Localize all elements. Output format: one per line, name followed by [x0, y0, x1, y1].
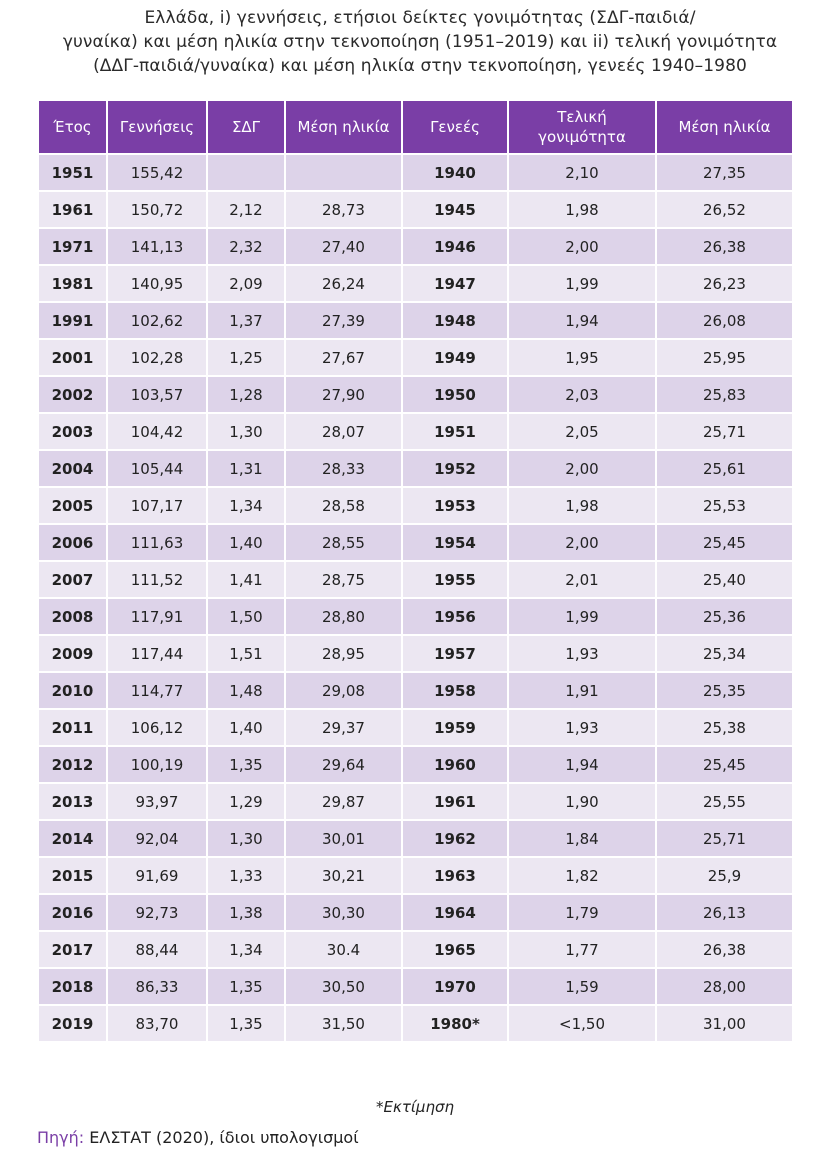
table-row	[39, 710, 792, 745]
table-row	[39, 155, 792, 190]
births-cell: 91,69	[108, 858, 206, 893]
cohort-cell: 1951	[403, 414, 507, 449]
cohort-cell: 1958	[403, 673, 507, 708]
year-cell: 2017	[39, 932, 106, 967]
mean-age-cell: 28,80	[286, 599, 401, 634]
cohort-cell: 1954	[403, 525, 507, 560]
cohort-cell: 1957	[403, 636, 507, 671]
completed-fertility-cell: 1,79	[509, 895, 655, 930]
cohort-mean-age-cell: 25,71	[657, 414, 792, 449]
table-row	[39, 525, 792, 560]
year-cell: 1991	[39, 303, 106, 338]
cohort-cell: 1950	[403, 377, 507, 412]
mean-age-cell: 30,30	[286, 895, 401, 930]
year-cell: 2014	[39, 821, 106, 856]
cohort-cell: 1949	[403, 340, 507, 375]
mean-age-cell: 28,58	[286, 488, 401, 523]
table-row	[39, 969, 792, 1004]
births-cell: 92,04	[108, 821, 206, 856]
completed-fertility-cell: 1,99	[509, 599, 655, 634]
completed-fertility-cell: 2,10	[509, 155, 655, 190]
table-title	[30, 6, 810, 78]
cohort-mean-age-cell: 28,00	[657, 969, 792, 1004]
completed-fertility-cell: 1,91	[509, 673, 655, 708]
completed-fertility-cell: 1,90	[509, 784, 655, 819]
tfr-cell: 1,29	[208, 784, 284, 819]
cohort-mean-age-cell: 25,83	[657, 377, 792, 412]
title-line-1: Ελλάδα, i) γεννήσεις, ετήσιοι δείκτες γονιμότητας (ΣΔΓ-παιδιά/	[144, 8, 696, 28]
mean-age-cell: 28,75	[286, 562, 401, 597]
completed-fertility-cell: 1,98	[509, 192, 655, 227]
completed-fertility-cell: 1,98	[509, 488, 655, 523]
cohort-cell: 1962	[403, 821, 507, 856]
mean-age-cell: 27,67	[286, 340, 401, 375]
source-line	[37, 1128, 359, 1147]
table-row	[39, 192, 792, 227]
cohort-mean-age-cell: 26,08	[657, 303, 792, 338]
mean-age-cell: 27,39	[286, 303, 401, 338]
tfr-cell: 1,40	[208, 710, 284, 745]
header-year: Έτος	[39, 101, 106, 153]
year-cell: 2005	[39, 488, 106, 523]
year-cell: 1961	[39, 192, 106, 227]
year-cell: 2004	[39, 451, 106, 486]
header-cohort-mean-age: Μέση ηλικία	[657, 101, 792, 153]
births-cell: 141,13	[108, 229, 206, 264]
header-cohorts: Γενεές	[403, 101, 507, 153]
mean-age-cell: 30,21	[286, 858, 401, 893]
cohort-mean-age-cell: 25,9	[657, 858, 792, 893]
births-cell: 102,62	[108, 303, 206, 338]
cohort-cell: 1980*	[403, 1006, 507, 1041]
tfr-cell: 1,31	[208, 451, 284, 486]
header-row	[39, 101, 792, 153]
title-line-2: γυναίκα) και μέση ηλικία στην τεκνοποίηση (1951–2019) και ii) τελική γονιμότητα	[62, 32, 778, 52]
cohort-cell: 1964	[403, 895, 507, 930]
table-row	[39, 895, 792, 930]
completed-fertility-cell: 1,82	[509, 858, 655, 893]
mean-age-cell: 28,95	[286, 636, 401, 671]
births-cell: 88,44	[108, 932, 206, 967]
births-cell: 93,97	[108, 784, 206, 819]
table-row	[39, 1006, 792, 1041]
tfr-cell: 1,37	[208, 303, 284, 338]
births-cell: 111,63	[108, 525, 206, 560]
completed-fertility-cell: 2,01	[509, 562, 655, 597]
tfr-cell: 1,35	[208, 1006, 284, 1041]
tfr-cell: 1,51	[208, 636, 284, 671]
completed-fertility-cell: 1,59	[509, 969, 655, 1004]
births-cell: 102,28	[108, 340, 206, 375]
cohort-mean-age-cell: 25,71	[657, 821, 792, 856]
table-row	[39, 821, 792, 856]
cohort-mean-age-cell: 25,95	[657, 340, 792, 375]
cohort-cell: 1961	[403, 784, 507, 819]
tfr-cell: 1,30	[208, 414, 284, 449]
cohort-mean-age-cell: 26,38	[657, 229, 792, 264]
mean-age-cell: 29,08	[286, 673, 401, 708]
completed-fertility-cell: 2,03	[509, 377, 655, 412]
tfr-cell: 1,35	[208, 969, 284, 1004]
tfr-cell: 1,28	[208, 377, 284, 412]
year-cell: 2007	[39, 562, 106, 597]
cohort-cell: 1948	[403, 303, 507, 338]
cohort-cell: 1960	[403, 747, 507, 782]
mean-age-cell: 28,07	[286, 414, 401, 449]
completed-fertility-cell: 1,95	[509, 340, 655, 375]
tfr-cell: 1,48	[208, 673, 284, 708]
births-cell: 140,95	[108, 266, 206, 301]
tfr-cell: 1,34	[208, 932, 284, 967]
mean-age-cell	[286, 155, 401, 190]
births-cell: 86,33	[108, 969, 206, 1004]
year-cell: 2012	[39, 747, 106, 782]
cohort-mean-age-cell: 25,45	[657, 747, 792, 782]
completed-fertility-cell: 1,77	[509, 932, 655, 967]
table-row	[39, 932, 792, 967]
births-cell: 107,17	[108, 488, 206, 523]
year-cell: 2008	[39, 599, 106, 634]
mean-age-cell: 27,90	[286, 377, 401, 412]
table-row	[39, 858, 792, 893]
table-row	[39, 229, 792, 264]
cohort-cell: 1953	[403, 488, 507, 523]
cohort-mean-age-cell: 25,55	[657, 784, 792, 819]
tfr-cell: 1,34	[208, 488, 284, 523]
cohort-cell: 1947	[403, 266, 507, 301]
births-cell: 103,57	[108, 377, 206, 412]
completed-fertility-cell: 2,00	[509, 229, 655, 264]
table-row	[39, 562, 792, 597]
tfr-cell: 1,33	[208, 858, 284, 893]
year-cell: 2016	[39, 895, 106, 930]
cohort-mean-age-cell: 27,35	[657, 155, 792, 190]
cohort-mean-age-cell: 26,38	[657, 932, 792, 967]
tfr-cell: 1,25	[208, 340, 284, 375]
tfr-cell: 1,40	[208, 525, 284, 560]
year-cell: 2018	[39, 969, 106, 1004]
births-cell: 155,42	[108, 155, 206, 190]
year-cell: 2010	[39, 673, 106, 708]
year-cell: 2015	[39, 858, 106, 893]
completed-fertility-cell: 1,84	[509, 821, 655, 856]
completed-fertility-cell: 2,05	[509, 414, 655, 449]
cohort-mean-age-cell: 26,13	[657, 895, 792, 930]
table-row	[39, 340, 792, 375]
header-completed-fertility: Τελική γονιμότητα	[509, 101, 655, 153]
mean-age-cell: 26,24	[286, 266, 401, 301]
mean-age-cell: 27,40	[286, 229, 401, 264]
cohort-cell: 1940	[403, 155, 507, 190]
source-text: ΕΛΣΤΑΤ (2020), ίδιοι υπολογισμοί	[84, 1128, 359, 1147]
year-cell: 2002	[39, 377, 106, 412]
year-cell: 2013	[39, 784, 106, 819]
births-cell: 117,91	[108, 599, 206, 634]
completed-fertility-cell: <1,50	[509, 1006, 655, 1041]
year-cell: 2001	[39, 340, 106, 375]
title-line-3: (ΔΔΓ-παιδιά/γυναίκα) και μέση ηλικία στην τεκνοποίηση, γενεές 1940–1980	[93, 56, 747, 76]
table-row	[39, 303, 792, 338]
header-mean-age: Μέση ηλικία	[286, 101, 401, 153]
mean-age-cell: 30,01	[286, 821, 401, 856]
completed-fertility-cell: 2,00	[509, 451, 655, 486]
tfr-cell: 2,09	[208, 266, 284, 301]
births-cell: 150,72	[108, 192, 206, 227]
table-row	[39, 636, 792, 671]
completed-fertility-cell: 1,94	[509, 303, 655, 338]
completed-fertility-cell: 1,94	[509, 747, 655, 782]
completed-fertility-cell: 2,00	[509, 525, 655, 560]
births-cell: 105,44	[108, 451, 206, 486]
tfr-cell	[208, 155, 284, 190]
cohort-cell: 1955	[403, 562, 507, 597]
table-row	[39, 266, 792, 301]
mean-age-cell: 29,64	[286, 747, 401, 782]
mean-age-cell: 30,50	[286, 969, 401, 1004]
cohort-mean-age-cell: 25,36	[657, 599, 792, 634]
completed-fertility-cell: 1,93	[509, 636, 655, 671]
tfr-cell: 2,32	[208, 229, 284, 264]
year-cell: 2006	[39, 525, 106, 560]
births-cell: 92,73	[108, 895, 206, 930]
header-tfr: ΣΔΓ	[208, 101, 284, 153]
cohort-mean-age-cell: 25,61	[657, 451, 792, 486]
births-cell: 114,77	[108, 673, 206, 708]
cohort-mean-age-cell: 25,40	[657, 562, 792, 597]
cohort-mean-age-cell: 25,45	[657, 525, 792, 560]
cohort-cell: 1959	[403, 710, 507, 745]
mean-age-cell: 29,37	[286, 710, 401, 745]
year-cell: 1981	[39, 266, 106, 301]
cohort-mean-age-cell: 25,38	[657, 710, 792, 745]
table-row	[39, 599, 792, 634]
cohort-cell: 1965	[403, 932, 507, 967]
table-row	[39, 747, 792, 782]
year-cell: 2009	[39, 636, 106, 671]
estimate-note: *Εκτίμηση	[376, 1098, 454, 1116]
year-cell: 1971	[39, 229, 106, 264]
births-cell: 104,42	[108, 414, 206, 449]
cohort-cell: 1945	[403, 192, 507, 227]
mean-age-cell: 28,55	[286, 525, 401, 560]
cohort-mean-age-cell: 25,35	[657, 673, 792, 708]
cohort-cell: 1946	[403, 229, 507, 264]
births-cell: 100,19	[108, 747, 206, 782]
mean-age-cell: 28,33	[286, 451, 401, 486]
cohort-mean-age-cell: 25,53	[657, 488, 792, 523]
table-row	[39, 377, 792, 412]
year-cell: 2019	[39, 1006, 106, 1041]
cohort-mean-age-cell: 26,23	[657, 266, 792, 301]
source-label: Πηγή:	[37, 1128, 85, 1147]
table-row	[39, 488, 792, 523]
year-cell: 1951	[39, 155, 106, 190]
tfr-cell: 1,38	[208, 895, 284, 930]
table-row	[39, 673, 792, 708]
mean-age-cell: 31,50	[286, 1006, 401, 1041]
table-row	[39, 784, 792, 819]
births-cell: 83,70	[108, 1006, 206, 1041]
cohort-cell: 1956	[403, 599, 507, 634]
header-births: Γεννήσεις	[108, 101, 206, 153]
tfr-cell: 1,35	[208, 747, 284, 782]
mean-age-cell: 29,87	[286, 784, 401, 819]
tfr-cell: 1,50	[208, 599, 284, 634]
tfr-cell: 1,30	[208, 821, 284, 856]
table-row	[39, 414, 792, 449]
cohort-mean-age-cell: 25,34	[657, 636, 792, 671]
cohort-mean-age-cell: 26,52	[657, 192, 792, 227]
cohort-mean-age-cell: 31,00	[657, 1006, 792, 1041]
births-cell: 117,44	[108, 636, 206, 671]
year-cell: 2003	[39, 414, 106, 449]
mean-age-cell: 28,73	[286, 192, 401, 227]
table-row	[39, 451, 792, 486]
fertility-table	[37, 99, 794, 1043]
tfr-cell: 2,12	[208, 192, 284, 227]
births-cell: 106,12	[108, 710, 206, 745]
births-cell: 111,52	[108, 562, 206, 597]
cohort-cell: 1952	[403, 451, 507, 486]
year-cell: 2011	[39, 710, 106, 745]
mean-age-cell: 30.4	[286, 932, 401, 967]
tfr-cell: 1,41	[208, 562, 284, 597]
cohort-cell: 1963	[403, 858, 507, 893]
cohort-cell: 1970	[403, 969, 507, 1004]
completed-fertility-cell: 1,99	[509, 266, 655, 301]
completed-fertility-cell: 1,93	[509, 710, 655, 745]
